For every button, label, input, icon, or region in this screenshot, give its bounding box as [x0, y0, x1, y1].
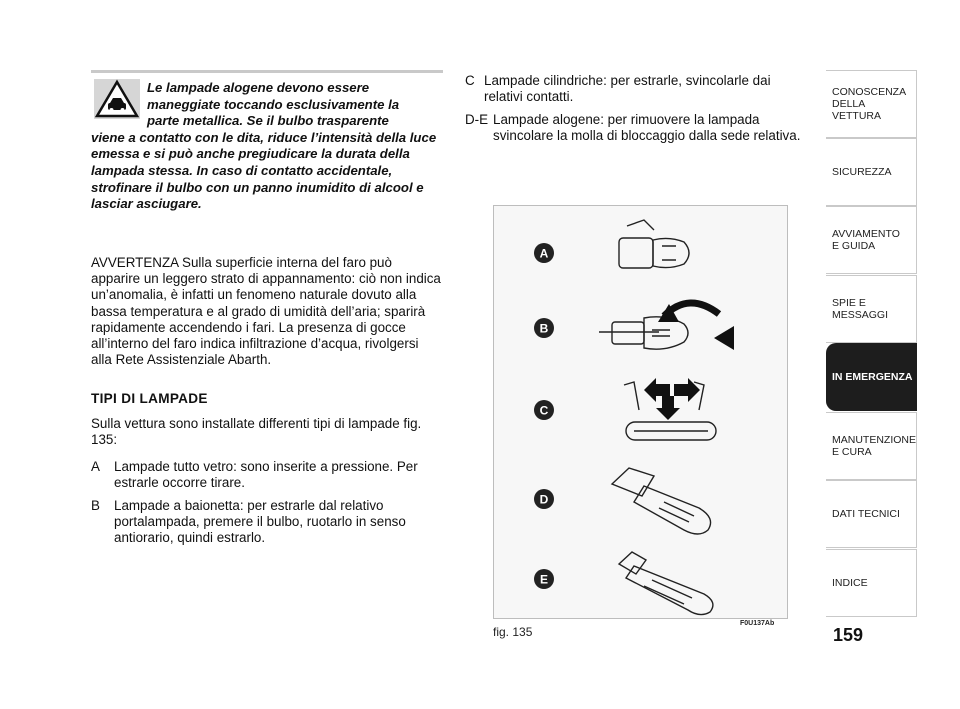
tab-sicurezza[interactable]: SICUREZZA	[826, 138, 917, 206]
down-arrow-icon	[656, 396, 680, 420]
tab-conoscenza[interactable]: CONOSCENZA DELLA VETTURA	[826, 70, 917, 138]
figure-label-a: A	[539, 246, 549, 261]
tab-in-emergenza[interactable]: IN EMERGENZA	[826, 343, 917, 411]
glass-bulb-icon	[619, 220, 689, 268]
figure-row-d	[494, 456, 787, 543]
section-intro: Sulla vettura sono installate differenti tipi di lampade fig. 135:	[91, 416, 422, 448]
figure-label-d: D	[539, 492, 549, 507]
figure-caption: fig. 135	[493, 625, 533, 639]
list-item: D-E Lampade alogene: per rimuovere la lampada svincolare la molla di bloccaggio dalla sede relativa.	[465, 112, 801, 144]
figure-row-c	[494, 370, 787, 457]
tab-indice[interactable]: INDICE	[826, 549, 917, 617]
figure-label-b: B	[539, 321, 549, 336]
tab-manutenzione[interactable]: MANUTENZIONE E CURA	[826, 412, 917, 480]
halogen-bulb-h1-icon	[619, 552, 713, 615]
list-item: C Lampade cilindriche: per estrarle, svincolarle dai relativi contatti.	[465, 73, 771, 105]
top-rule	[91, 70, 443, 73]
halogen-bulb-h7-icon	[612, 468, 711, 534]
figure-code: F0U137Ab	[740, 620, 775, 627]
push-arrow-icon	[714, 326, 734, 350]
list-item: A Lampade tutto vetro: sono inserite a pressione. Per estrarle occorre tirare.	[91, 459, 418, 491]
lamp-figure	[493, 205, 788, 619]
figure-row-e	[494, 542, 787, 618]
figure-label-e: E	[539, 572, 549, 587]
warning-text: Le lampade alogene devono essere maneggiate toccando esclusivamente la parte metallica. Se il bulbo trasparente viene a contatto con le dita, riduce l’intensità della luce emessa e si può anche pregiudicare la durata della lampada stessa. In caso di contatto accidentale, strofinare il bulbo con un panno inumidito di alcool e lasciar asciugare.	[91, 80, 437, 212]
figure-row-b	[494, 286, 787, 371]
section-title: TIPI DI LAMPADE	[91, 391, 208, 406]
figure-row-a	[494, 206, 787, 287]
right-arrow-icon	[674, 378, 700, 402]
tab-dati-tecnici[interactable]: DATI TECNICI	[826, 480, 917, 548]
page-number: 159	[832, 625, 864, 645]
figure-label-c: C	[539, 403, 549, 418]
list-item: B Lampade a baionetta: per estrarle dal relativo portalampada, premere il bulbo, ruotarlo in senso antiorario, quindi estrarlo.	[91, 498, 406, 546]
avvertenza-paragraph: AVVERTENZA Sulla superficie interna del faro può apparire un leggero strato di appannamento: ciò non indica un’anomalia, è infatti un fenomeno naturale dovuto alla bassa temperatura e al grado di umidità dell’aria; sparirà rapidamente accendendo i fari. La presenza di gocce all’interno del faro indica infiltrazione d’acqua, rivolgersi alla Rete Assistenziale Abarth.	[91, 255, 441, 368]
tab-avviamento[interactable]: AVVIAMENTO E GUIDA	[826, 206, 917, 274]
tab-spie[interactable]: SPIE E MESSAGGI	[826, 275, 917, 343]
